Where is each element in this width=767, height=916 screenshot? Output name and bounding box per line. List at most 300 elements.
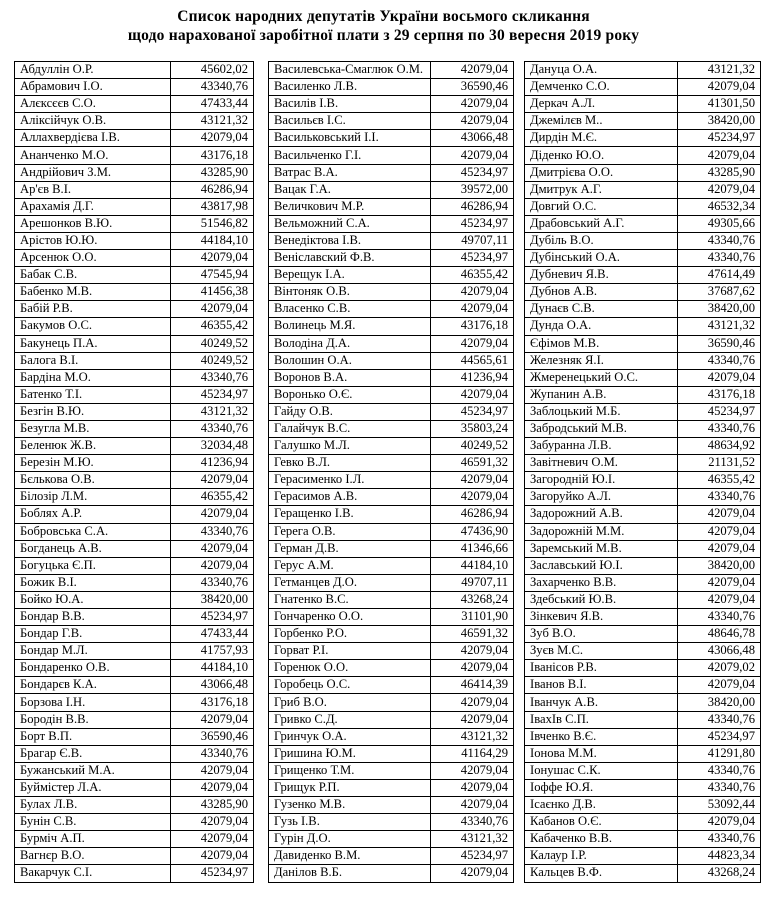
salary-amount-cell: 43340,76 [678,609,761,626]
table-row [525,865,761,882]
table-row [525,198,761,215]
table-row [269,711,514,728]
deputy-name-cell: Вацак Г.А. [269,181,431,198]
deputy-name-cell: Брагар Є.В. [15,745,171,762]
table-row [15,694,254,711]
deputy-name-cell: Божик В.І. [15,574,171,591]
deputy-name-cell: Іоффе Ю.Я. [525,779,678,796]
salary-amount-cell: 42079,04 [431,779,514,796]
deputy-name-cell: Дунаєв С.В. [525,301,678,318]
salary-amount-cell: 42079,04 [431,865,514,882]
deputy-name-cell: Володіна Д.А. [269,335,431,352]
salary-amount-cell: 42079,04 [678,591,761,608]
salary-amount-cell: 43340,76 [678,762,761,779]
salary-amount-cell: 38420,00 [678,113,761,130]
salary-amount-cell: 42079,04 [431,694,514,711]
salary-amount-cell: 43340,76 [431,814,514,831]
salary-amount-cell: 45234,97 [431,215,514,232]
table-row [15,779,254,796]
salary-amount-cell: 46286,94 [171,181,254,198]
table-row [525,745,761,762]
deputy-name-cell: Драбовський А.Г. [525,215,678,232]
salary-amount-cell: 42079,04 [171,506,254,523]
table-row [269,831,514,848]
table-row [15,232,254,249]
table-row [15,147,254,164]
deputy-name-cell: Ананченко М.О. [15,147,171,164]
salary-amount-cell: 45234,97 [678,403,761,420]
salary-amount-cell: 44184,10 [171,660,254,677]
deputy-name-cell: Бунін С.В. [15,814,171,831]
table-row [269,728,514,745]
salary-amount-cell: 43176,18 [171,147,254,164]
table-row [269,301,514,318]
deputy-name-cell: Абрамович І.О. [15,79,171,96]
salary-amount-cell: 43121,32 [171,113,254,130]
deputy-name-cell: Гайду О.В. [269,403,431,420]
table-row [15,318,254,335]
salary-amount-cell: 46414,39 [431,677,514,694]
table-row [269,420,514,437]
salary-amount-cell: 42079,04 [171,779,254,796]
deputy-name-cell: Василенко Л.В. [269,79,431,96]
table-row [15,831,254,848]
table-row [269,130,514,147]
salary-amount-cell: 45234,97 [171,386,254,403]
deputy-name-cell: Іонова М.М. [525,745,678,762]
salary-amount-cell: 45234,97 [431,403,514,420]
table-row [269,626,514,643]
deputy-name-cell: Іванов В.І. [525,677,678,694]
table-row [15,523,254,540]
salary-table-column-1 [14,61,254,883]
table-row [269,352,514,369]
table-row [15,267,254,284]
salary-amount-cell: 43340,76 [678,489,761,506]
salary-amount-cell: 43340,76 [171,79,254,96]
table-row [525,130,761,147]
salary-amount-cell: 42079,04 [171,130,254,147]
deputy-name-cell: Бабак С.В. [15,267,171,284]
deputy-name-cell: Бардіна М.О. [15,369,171,386]
salary-amount-cell: 36590,46 [171,728,254,745]
table-row [525,677,761,694]
deputy-name-cell: Батенко Т.І. [15,386,171,403]
deputy-name-cell: Дубінський О.А. [525,250,678,267]
table-row [15,728,254,745]
deputy-name-cell: Дирдін М.Є. [525,130,678,147]
table-row [269,865,514,882]
table-row [525,164,761,181]
deputy-name-cell: Горобець О.С. [269,677,431,694]
deputy-name-cell: Демченко С.О. [525,79,678,96]
table-row [525,489,761,506]
table-row [525,215,761,232]
deputy-name-cell: Ар'єв В.І. [15,181,171,198]
table-row [15,489,254,506]
table-row [269,250,514,267]
table-row [525,352,761,369]
deputy-name-cell: Гетманцев Д.О. [269,574,431,591]
table-row [525,797,761,814]
deputy-name-cell: Бєлькова О.В. [15,472,171,489]
deputy-name-cell: Бужанський М.А. [15,762,171,779]
deputy-name-cell: Зінкевич Я.В. [525,609,678,626]
table-row [525,506,761,523]
table-row [15,574,254,591]
deputy-name-cell: Забуранна Л.В. [525,438,678,455]
deputy-name-cell: Гузь І.В. [269,814,431,831]
salary-amount-cell: 43340,76 [171,523,254,540]
salary-amount-cell: 46355,42 [678,472,761,489]
salary-amount-cell: 43285,90 [171,797,254,814]
salary-amount-cell: 46591,32 [431,455,514,472]
salary-amount-cell: 43176,18 [431,318,514,335]
deputy-name-cell: Балога В.І. [15,352,171,369]
table-row [15,472,254,489]
table-row [525,609,761,626]
table-row [525,438,761,455]
table-row [269,540,514,557]
table-row [269,779,514,796]
deputy-name-cell: Булах Л.В. [15,797,171,814]
deputy-name-cell: Вельможний С.А. [269,215,431,232]
deputy-name-cell: Арешонков В.Ю. [15,215,171,232]
deputy-name-cell: Бурміч А.П. [15,831,171,848]
table-row [269,848,514,865]
salary-amount-cell: 46355,42 [171,489,254,506]
table-row [269,506,514,523]
table-row [15,438,254,455]
deputy-name-cell: Волинець М.Я. [269,318,431,335]
table-row [269,574,514,591]
table-row [269,472,514,489]
table-row [525,591,761,608]
table-row [15,198,254,215]
deputy-name-cell: Заремський М.В. [525,540,678,557]
table-row [15,335,254,352]
deputy-name-cell: Герус А.М. [269,557,431,574]
table-row [525,79,761,96]
deputy-name-cell: Величкович М.Р. [269,198,431,215]
table-row [15,506,254,523]
salary-amount-cell: 35803,24 [431,420,514,437]
salary-amount-cell: 43340,76 [171,574,254,591]
deputy-name-cell: ІвахІв С.П. [525,711,678,728]
deputy-name-cell: Бондар В.В. [15,609,171,626]
salary-amount-cell: 42079,04 [431,660,514,677]
salary-amount-cell: 43268,24 [431,591,514,608]
salary-amount-cell: 43340,76 [678,779,761,796]
salary-amount-cell: 45234,97 [678,728,761,745]
table-row [525,369,761,386]
table-row [269,181,514,198]
salary-amount-cell: 45234,97 [171,865,254,882]
deputy-name-cell: Безугла М.В. [15,420,171,437]
table-row [269,677,514,694]
deputy-name-cell: Грищенко Т.М. [269,762,431,779]
table-row [525,284,761,301]
salary-amount-cell: 42079,04 [171,762,254,779]
salary-amount-cell: 45234,97 [431,250,514,267]
deputy-name-cell: Арістов Ю.Ю. [15,232,171,249]
deputy-name-cell: Безгін В.Ю. [15,403,171,420]
salary-amount-cell: 39572,00 [431,181,514,198]
deputy-name-cell: Діденко Ю.О. [525,147,678,164]
salary-amount-cell: 42079,04 [431,62,514,79]
table-row [525,472,761,489]
deputy-name-cell: Герман Д.В. [269,540,431,557]
salary-amount-cell: 41456,38 [171,284,254,301]
deputy-name-cell: Задорожний А.В. [525,506,678,523]
deputy-name-cell: Ватрас В.А. [269,164,431,181]
table-row [525,643,761,660]
deputy-name-cell: Бабій Р.В. [15,301,171,318]
salary-amount-cell: 43121,32 [431,728,514,745]
table-row [525,250,761,267]
table-row [15,797,254,814]
table-row [525,403,761,420]
salary-amount-cell: 47545,94 [171,267,254,284]
salary-amount-cell: 43066,48 [678,643,761,660]
deputy-name-cell: Васильченко Г.І. [269,147,431,164]
salary-amount-cell: 47614,49 [678,267,761,284]
salary-amount-cell: 38420,00 [678,557,761,574]
table-row [15,284,254,301]
salary-amount-cell: 48646,78 [678,626,761,643]
table-row [15,865,254,882]
deputy-name-cell: Богданець А.В. [15,540,171,557]
salary-amount-cell: 43340,76 [171,369,254,386]
deputy-name-cell: Дмитрук А.Г. [525,181,678,198]
table-row [15,301,254,318]
salary-amount-cell: 42079,04 [171,848,254,865]
table-row [525,318,761,335]
salary-amount-cell: 42079,04 [431,113,514,130]
salary-amount-cell: 45234,97 [678,130,761,147]
table-gap [254,61,268,883]
deputy-name-cell: Березін М.Ю. [15,455,171,472]
salary-amount-cell: 40249,52 [431,438,514,455]
deputy-name-cell: Василевська-Смаглюк О.М. [269,62,431,79]
deputy-name-cell: Захарченко В.В. [525,574,678,591]
salary-amount-cell: 43340,76 [171,420,254,437]
table-row [269,438,514,455]
deputy-name-cell: Бондаренко О.В. [15,660,171,677]
table-row [269,609,514,626]
salary-amount-cell: 46355,42 [171,318,254,335]
deputy-name-cell: Боблях А.Р. [15,506,171,523]
table-row [15,745,254,762]
table-row [15,591,254,608]
salary-amount-cell: 38420,00 [678,301,761,318]
table-row [525,301,761,318]
table-row [15,164,254,181]
deputy-name-cell: Гузенко М.В. [269,797,431,814]
table-row [525,147,761,164]
deputy-name-cell: Здебський Ю.В. [525,591,678,608]
salary-amount-cell: 42079,04 [171,301,254,318]
deputy-name-cell: Бородін В.В. [15,711,171,728]
deputy-name-cell: Зуб В.О. [525,626,678,643]
table-row [15,62,254,79]
salary-amount-cell: 41291,80 [678,745,761,762]
deputy-name-cell: Кальцев В.Ф. [525,865,678,882]
salary-amount-cell: 43340,76 [678,232,761,249]
deputy-name-cell: Дмитрієва О.О. [525,164,678,181]
salary-amount-cell: 48634,92 [678,438,761,455]
table-row [15,660,254,677]
deputy-name-cell: Джемілєв М.. [525,113,678,130]
salary-amount-cell: 42079,04 [171,831,254,848]
deputy-name-cell: Венедіктова І.В. [269,232,431,249]
salary-amount-cell: 40249,52 [171,335,254,352]
salary-amount-cell: 46532,34 [678,198,761,215]
salary-amount-cell: 41346,66 [431,540,514,557]
salary-amount-cell: 43121,32 [431,831,514,848]
table-row [269,386,514,403]
deputy-name-cell: Дануца О.А. [525,62,678,79]
deputy-name-cell: Завітневич О.М. [525,455,678,472]
salary-amount-cell: 42079,04 [171,557,254,574]
table-row [15,455,254,472]
table-row [269,318,514,335]
table-row [525,96,761,113]
table-row [525,762,761,779]
table-row [15,113,254,130]
salary-amount-cell: 42079,04 [431,96,514,113]
salary-amount-cell: 45602,02 [171,62,254,79]
table-row [15,181,254,198]
table-row [15,540,254,557]
deputy-name-cell: Деркач А.Л. [525,96,678,113]
salary-amount-cell: 47433,44 [171,626,254,643]
salary-amount-cell: 36590,46 [678,335,761,352]
salary-amount-cell: 42079,04 [431,284,514,301]
table-gap [514,61,524,883]
deputy-name-cell: Гринчук О.А. [269,728,431,745]
deputy-name-cell: Борзова І.Н. [15,694,171,711]
table-row [269,814,514,831]
salary-amount-cell: 43285,90 [171,164,254,181]
table-row [15,386,254,403]
deputy-name-cell: Андрійович З.М. [15,164,171,181]
deputy-name-cell: Давиденко В.М. [269,848,431,865]
table-row [15,711,254,728]
deputy-name-cell: Воронько О.Є. [269,386,431,403]
table-row [525,557,761,574]
table-row [269,489,514,506]
table-row [525,232,761,249]
deputy-name-cell: Герасименко І.Л. [269,472,431,489]
salary-amount-cell: 43176,18 [678,386,761,403]
deputy-name-cell: Васильковський І.І. [269,130,431,147]
salary-amount-cell: 42079,04 [431,643,514,660]
deputy-name-cell: Бабенко М.В. [15,284,171,301]
salary-amount-cell: 46355,42 [431,267,514,284]
deputy-name-cell: Василів І.В. [269,96,431,113]
deputy-name-cell: Аліксійчук О.В. [15,113,171,130]
deputy-name-cell: Задорожній М.М. [525,523,678,540]
salary-amount-cell: 46591,32 [431,626,514,643]
table-row [15,352,254,369]
salary-amount-cell: 43268,24 [678,865,761,882]
deputy-name-cell: Зуєв М.С. [525,643,678,660]
salary-amount-cell: 42079,04 [678,506,761,523]
salary-amount-cell: 42079,02 [678,660,761,677]
deputy-name-cell: Гривко С.Д. [269,711,431,728]
table-row [269,369,514,386]
table-row [269,797,514,814]
deputy-name-cell: Іванісов Р.В. [525,660,678,677]
table-row [269,96,514,113]
salary-amount-cell: 42079,04 [431,797,514,814]
salary-amount-cell: 49305,66 [678,215,761,232]
deputy-name-cell: Алєксєєв С.О. [15,96,171,113]
deputy-name-cell: Загоруйко А.Л. [525,489,678,506]
salary-amount-cell: 43066,48 [171,677,254,694]
table-row [269,745,514,762]
salary-table-column-2 [268,61,514,883]
salary-amount-cell: 42079,04 [678,147,761,164]
document-title [0,0,767,45]
table-row [269,762,514,779]
table-row [15,677,254,694]
deputy-name-cell: Кабанов О.Є. [525,814,678,831]
salary-amount-cell: 44823,34 [678,848,761,865]
table-row [15,848,254,865]
table-row [525,831,761,848]
deputy-name-cell: Бондар М.Л. [15,643,171,660]
deputy-name-cell: Железняк Я.І. [525,352,678,369]
deputy-name-cell: Гурін Д.О. [269,831,431,848]
deputy-name-cell: Забродський М.В. [525,420,678,437]
deputy-name-cell: Абдуллін О.Р. [15,62,171,79]
salary-amount-cell: 42079,04 [678,677,761,694]
salary-amount-cell: 38420,00 [678,694,761,711]
salary-amount-cell: 42079,04 [431,386,514,403]
salary-amount-cell: 42079,04 [431,489,514,506]
table-row [269,79,514,96]
table-row [15,609,254,626]
salary-amount-cell: 44184,10 [431,557,514,574]
salary-amount-cell: 32034,48 [171,438,254,455]
deputy-name-cell: Арахамія Д.Г. [15,198,171,215]
deputy-name-cell: Заславський Ю.І. [525,557,678,574]
title-line-2: щодо нарахованої заробітної плати з 29 серпня по 30 вересня 2019 року [127,27,640,44]
table-row [525,420,761,437]
table-row [269,267,514,284]
salary-amount-cell: 43285,90 [678,164,761,181]
deputy-name-cell: Єфімов М.В. [525,335,678,352]
table-row [269,523,514,540]
salary-amount-cell: 45234,97 [431,848,514,865]
deputy-name-cell: Ісаєнко Д.В. [525,797,678,814]
table-row [269,147,514,164]
table-row [525,814,761,831]
salary-amount-cell: 44184,10 [171,232,254,249]
salary-amount-cell: 43340,76 [678,831,761,848]
salary-amount-cell: 42079,04 [431,472,514,489]
salary-amount-cell: 46286,94 [431,506,514,523]
deputy-name-cell: Горват Р.І. [269,643,431,660]
salary-amount-cell: 42079,04 [171,814,254,831]
deputy-name-cell: Гриб В.О. [269,694,431,711]
deputy-name-cell: Горбенко Р.О. [269,626,431,643]
table-row [269,455,514,472]
deputy-name-cell: Жмеренецький О.С. [525,369,678,386]
salary-amount-cell: 42079,04 [678,369,761,386]
